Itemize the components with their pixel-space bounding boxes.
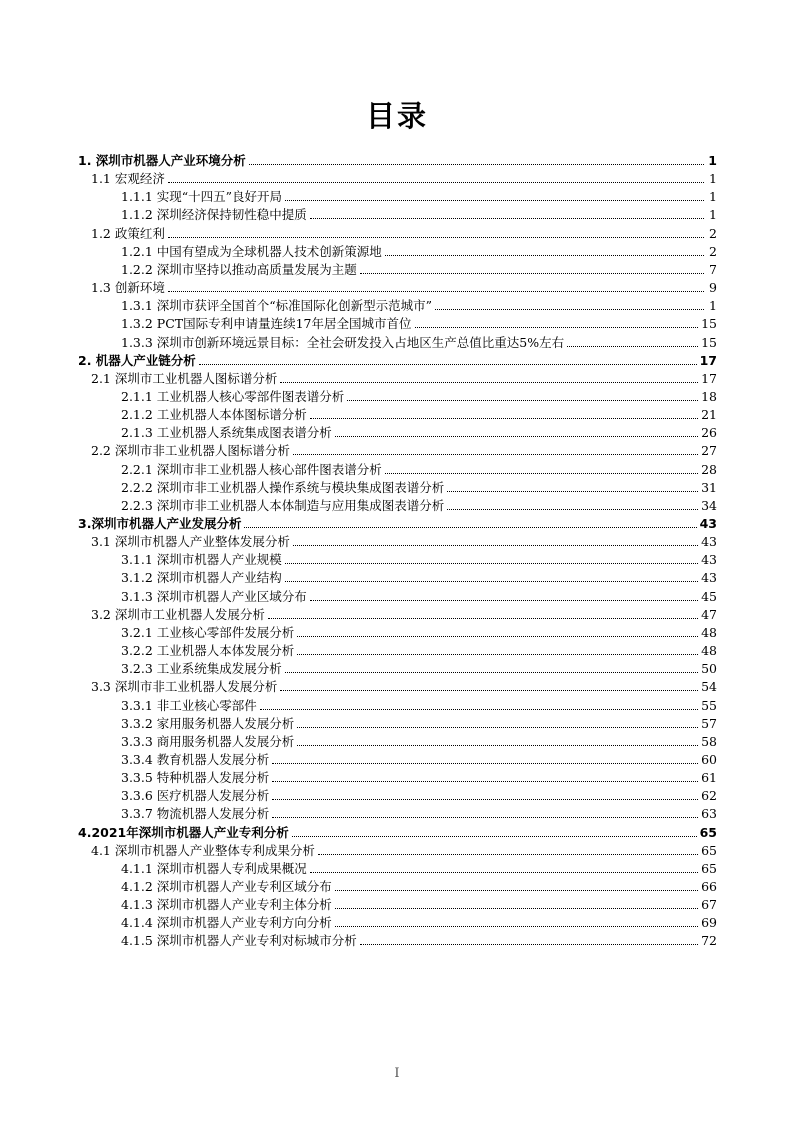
dot-leader — [199, 364, 697, 365]
toc-entry-page-number: 65 — [701, 860, 717, 876]
toc-entry-title: 1.2 政策红利 — [91, 225, 165, 241]
toc-entry-page-number: 65 — [701, 842, 717, 858]
dot-leader — [285, 200, 704, 201]
toc-entry-level-3[interactable] — [121, 696, 717, 714]
toc-entry-level-3[interactable] — [121, 895, 717, 913]
toc-entry-page-number: 15 — [701, 334, 717, 350]
dot-leader — [168, 182, 704, 183]
dot-leader — [447, 491, 698, 492]
toc-entry-page-number: 18 — [701, 388, 717, 404]
toc-entry-title: 2.1.3 工业机器人系统集成图表谱分析 — [121, 425, 332, 441]
toc-entry-page-number: 72 — [701, 933, 717, 949]
toc-entry-title: 4.1.1 深圳市机器人专利成果概况 — [121, 860, 307, 876]
toc-entry-title: 3.3.5 特种机器人发展分析 — [121, 770, 270, 786]
toc-entry-level-3[interactable] — [121, 568, 717, 586]
toc-entry-title: 1.2.2 深圳市坚持以推动高质量发展为主题 — [121, 261, 357, 277]
dot-leader — [272, 781, 698, 782]
dot-leader — [567, 346, 698, 347]
dot-leader — [335, 908, 698, 909]
toc-entry-page-number: 63 — [701, 806, 717, 822]
dot-leader — [297, 654, 698, 655]
toc-entry-page-number: 48 — [701, 624, 717, 640]
toc-entry-page-number: 43 — [699, 516, 717, 531]
toc-entry-title: 3.2.1 工业核心零部件发展分析 — [121, 624, 295, 640]
dot-leader — [168, 291, 704, 292]
page-number-footer: I — [394, 1066, 400, 1081]
toc-entry-title: 3.3 深圳市非工业机器人发展分析 — [91, 679, 278, 695]
toc-entry-page-number: 7 — [709, 261, 717, 277]
toc-entry-level-3[interactable] — [121, 405, 717, 423]
toc-entry-level-2[interactable] — [91, 369, 717, 387]
toc-entry-level-2[interactable] — [91, 841, 717, 859]
toc-entry-level-3[interactable] — [121, 659, 717, 677]
dot-leader — [292, 836, 697, 837]
dot-leader — [285, 672, 698, 673]
toc-entry-level-3[interactable] — [121, 732, 717, 750]
dot-leader — [360, 273, 704, 274]
toc-entry-page-number: 43 — [701, 570, 717, 586]
dot-leader — [335, 436, 698, 437]
toc-entry-title: 2. 机器人产业链分析 — [78, 352, 196, 368]
toc-entry-page-number: 66 — [701, 879, 717, 894]
toc-entry-level-3[interactable] — [121, 478, 717, 496]
toc-entry-page-number: 48 — [701, 643, 717, 659]
toc-entry-page-number: 2 — [709, 225, 717, 241]
toc-entry-page-number: 67 — [701, 897, 717, 913]
toc-entry-title: 1.3.2 PCT国际专利申请量连续17年居全国城市首位 — [121, 316, 412, 332]
toc-entry-title: 1.3.3 深圳市创新环境远景目标：全社会研发投入占地区生产总值比重达5%左右 — [121, 334, 565, 350]
toc-entry-page-number: 21 — [701, 407, 717, 423]
dot-leader — [415, 327, 699, 328]
toc-entry-level-3[interactable] — [121, 333, 717, 351]
toc-entry-page-number: 2 — [709, 243, 717, 259]
dot-leader — [447, 509, 698, 510]
toc-entry-title: 3.3.4 教育机器人发展分析 — [121, 751, 270, 767]
toc-entry-level-3[interactable] — [121, 750, 717, 768]
dot-leader — [310, 218, 704, 219]
dot-leader — [260, 709, 698, 710]
toc-entry-level-3[interactable] — [121, 913, 717, 931]
toc-entry-level-3[interactable] — [121, 877, 717, 895]
toc-entry-level-3[interactable] — [121, 786, 717, 804]
toc-entry-title: 4.1 深圳市机器人产业整体专利成果分析 — [91, 842, 315, 858]
dot-leader — [249, 164, 704, 165]
toc-entry-page-number: 50 — [701, 661, 717, 677]
toc-entry-title: 4.1.2 深圳市机器人产业专利区域分布 — [121, 879, 332, 894]
dot-leader — [360, 944, 698, 945]
toc-entry-level-3[interactable] — [121, 859, 717, 877]
dot-leader — [385, 473, 698, 474]
toc-entry-level-2[interactable] — [91, 224, 717, 242]
toc-entry-title: 1.3 创新环境 — [91, 280, 165, 296]
toc-entry-level-3[interactable] — [121, 296, 717, 314]
toc-entry-title: 3.3.2 家用服务机器人发展分析 — [121, 715, 295, 731]
toc-entry-title: 3.3.7 物流机器人发展分析 — [121, 806, 270, 822]
toc-entry-level-1[interactable] — [78, 151, 717, 169]
toc-entry-title: 2.1 深圳市工业机器人图标谱分析 — [91, 370, 278, 386]
toc-entry-page-number: 1 — [709, 298, 717, 314]
toc-entry-title: 4.2021年深圳市机器人产业专利分析 — [78, 824, 289, 840]
dot-leader — [285, 581, 698, 582]
toc-entry-page-number: 43 — [701, 552, 717, 568]
toc-entry-page-number: 62 — [701, 788, 717, 804]
dot-leader — [272, 817, 698, 818]
toc-entry-title: 3.1.3 深圳市机器人产业区域分布 — [121, 588, 307, 604]
toc-entry-level-2[interactable] — [91, 278, 717, 296]
dot-leader — [272, 763, 698, 764]
toc-entry-page-number: 31 — [701, 479, 717, 495]
toc-entry-level-3[interactable] — [121, 550, 717, 568]
toc-entry-page-number: 26 — [701, 425, 717, 441]
toc-entry-page-number: 28 — [701, 461, 717, 477]
dot-leader — [280, 690, 698, 691]
toc-entry-level-3[interactable] — [121, 242, 717, 260]
toc-entry-title: 2.1.1 工业机器人核心零部件图表谱分析 — [121, 388, 345, 404]
toc-entry-page-number: 65 — [699, 824, 717, 840]
toc-entry-title: 3.2.3 工业系统集成发展分析 — [121, 661, 282, 677]
toc-entry-title: 2.2.2 深圳市非工业机器人操作系统与模块集成图表谱分析 — [121, 479, 445, 495]
toc-entry-level-3[interactable] — [121, 423, 717, 441]
toc-entry-level-3[interactable] — [121, 931, 717, 949]
dot-leader — [318, 854, 698, 855]
toc-entry-level-3[interactable] — [121, 205, 717, 223]
toc-entry-title: 1.1 宏观经济 — [91, 171, 165, 187]
dot-leader — [244, 527, 696, 528]
toc-entry-page-number: 15 — [701, 316, 717, 332]
dot-leader — [347, 400, 698, 401]
toc-entry-level-3[interactable] — [121, 768, 717, 786]
toc-entry-page-number: 47 — [701, 606, 717, 622]
toc-entry-level-3[interactable] — [121, 804, 717, 822]
toc-entry-level-3[interactable] — [121, 623, 717, 641]
toc-entry-level-1[interactable] — [78, 823, 717, 841]
toc-entry-title: 3.3.3 商用服务机器人发展分析 — [121, 733, 295, 749]
toc-entry-page-number: 60 — [701, 751, 717, 767]
dot-leader — [297, 636, 698, 637]
toc-entry-page-number: 1 — [709, 189, 717, 205]
toc-entry-page-number: 57 — [701, 715, 717, 731]
page-title: 目录 — [365, 99, 428, 133]
toc-entry-page-number: 61 — [701, 770, 717, 786]
toc-entry-page-number: 27 — [701, 443, 717, 459]
dot-leader — [297, 745, 698, 746]
toc-entry-page-number: 1 — [709, 171, 717, 187]
toc-entry-title: 3.1.2 深圳市机器人产业结构 — [121, 570, 282, 586]
toc-entry-level-1[interactable] — [78, 514, 717, 532]
dot-leader — [335, 890, 698, 891]
toc-entry-title: 3.1 深圳市机器人产业整体发展分析 — [91, 534, 290, 550]
dot-leader — [335, 926, 698, 927]
toc-entry-level-3[interactable] — [121, 714, 717, 732]
toc-entry-title: 3.3.6 医疗机器人发展分析 — [121, 788, 270, 804]
dot-leader — [310, 872, 698, 873]
toc-entry-page-number: 17 — [699, 352, 717, 368]
toc-entry-title: 3.1.1 深圳市机器人产业规模 — [121, 552, 282, 568]
toc-entry-level-2[interactable] — [91, 441, 717, 459]
toc-entry-title: 2.2.1 深圳市非工业机器人核心部件图表谱分析 — [121, 461, 382, 477]
toc-entry-page-number: 69 — [701, 915, 717, 931]
toc-entry-page-number: 1 — [708, 153, 717, 168]
toc-entry-title: 2.1.2 工业机器人本体图标谱分析 — [121, 407, 307, 423]
toc-entry-level-3[interactable] — [121, 260, 717, 278]
toc-entry-page-number: 55 — [701, 697, 717, 713]
toc-entry-level-2[interactable] — [91, 169, 717, 187]
toc-entry-title: 2.2.3 深圳市非工业机器人本体制造与应用集成图表谱分析 — [121, 497, 445, 513]
toc-entry-page-number: 54 — [701, 679, 717, 695]
dot-leader — [297, 727, 698, 728]
dot-leader — [268, 618, 698, 619]
dot-leader — [293, 454, 698, 455]
dot-leader — [293, 545, 698, 546]
toc-entry-level-3[interactable] — [121, 587, 717, 605]
toc-entry-title: 1.2.1 中国有望成为全球机器人技术创新策源地 — [121, 243, 382, 259]
dot-leader — [285, 563, 698, 564]
toc-entry-page-number: 58 — [701, 733, 717, 749]
toc-entry-title: 4.1.3 深圳市机器人产业专利主体分析 — [121, 897, 332, 913]
toc-entry-page-number: 9 — [709, 280, 717, 296]
toc-entry-title: 3.2 深圳市工业机器人发展分析 — [91, 606, 265, 622]
dot-leader — [272, 799, 698, 800]
dot-leader — [168, 237, 704, 238]
toc-entry-level-1[interactable] — [78, 351, 717, 369]
toc-entry-page-number: 45 — [701, 588, 717, 604]
toc-entry-title: 2.2 深圳市非工业机器人图标谱分析 — [91, 443, 290, 459]
toc-entry-page-number: 43 — [701, 534, 717, 550]
dot-leader — [435, 309, 704, 310]
toc-entry-page-number: 17 — [701, 370, 717, 386]
toc-entry-level-3[interactable] — [121, 187, 717, 205]
toc-entry-title: 3.深圳市机器人产业发展分析 — [78, 516, 242, 531]
toc-entry-level-3[interactable] — [121, 460, 717, 478]
dot-leader — [280, 382, 698, 383]
toc-entry-title: 4.1.5 深圳市机器人产业专利对标城市分析 — [121, 933, 357, 949]
dot-leader — [310, 418, 698, 419]
toc-entry-level-2[interactable] — [91, 677, 717, 695]
toc-entry-level-3[interactable] — [121, 496, 717, 514]
dot-leader — [385, 255, 704, 256]
toc-entry-title: 1.1.2 深圳经济保持韧性稳中提质 — [121, 207, 307, 223]
toc-entry-level-3[interactable] — [121, 641, 717, 659]
toc-entry-level-2[interactable] — [91, 532, 717, 550]
toc-entry-page-number: 34 — [701, 497, 717, 513]
toc-entry-level-2[interactable] — [91, 605, 717, 623]
toc-entry-page-number: 1 — [709, 207, 717, 223]
toc-entry-title: 1.1.1 实现“十四五”良好开局 — [121, 189, 283, 205]
toc-entry-title: 1.3.1 深圳市获评全国首个“标准国际化创新型示范城市” — [121, 298, 433, 314]
toc-entry-title: 3.2.2 工业机器人本体发展分析 — [121, 643, 295, 659]
dot-leader — [310, 600, 698, 601]
toc-entry-level-3[interactable] — [121, 314, 717, 332]
toc-entry-title: 4.1.4 深圳市机器人产业专利方向分析 — [121, 915, 332, 931]
toc-entry-level-3[interactable] — [121, 387, 717, 405]
toc-entry-title: 3.3.1 非工业核心零部件 — [121, 697, 257, 713]
toc-entry-title: 1. 深圳市机器人产业环境分析 — [78, 153, 246, 168]
